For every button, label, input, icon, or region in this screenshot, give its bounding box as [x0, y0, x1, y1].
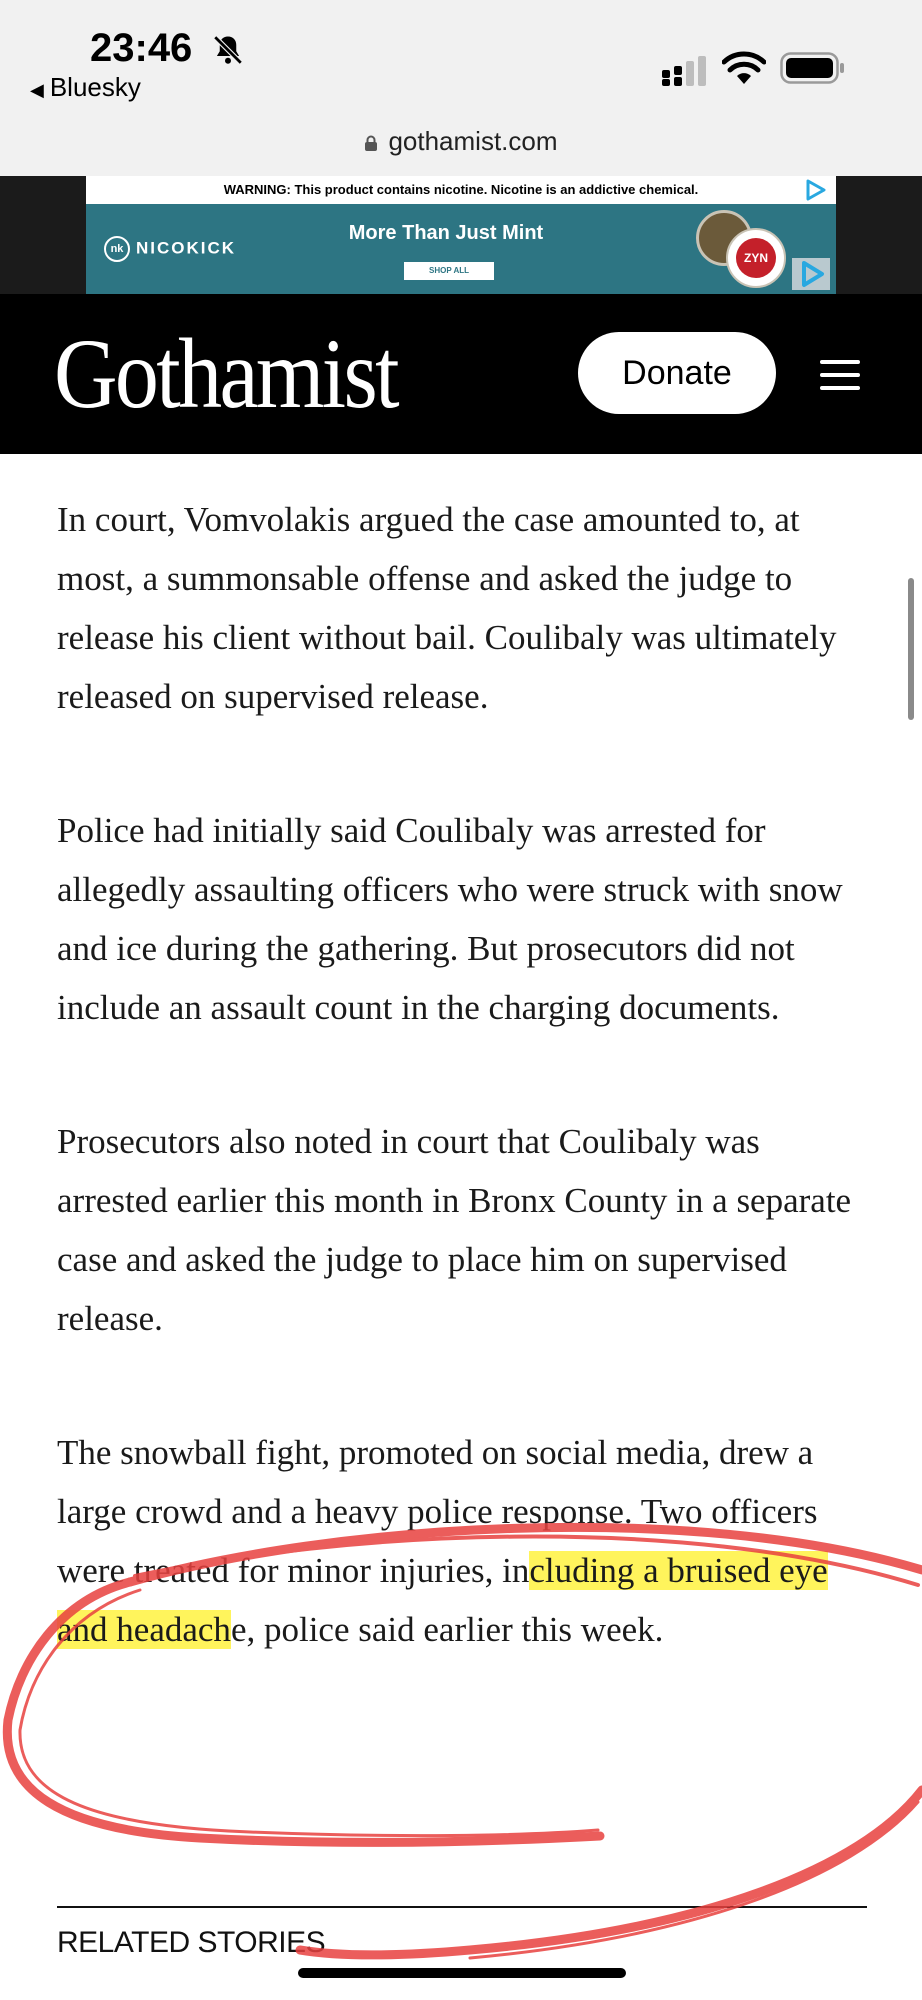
- hamburger-menu-icon[interactable]: [820, 360, 860, 390]
- product-label: ZYN: [736, 238, 776, 278]
- related-stories-heading: RELATED STORIES: [57, 1926, 326, 1959]
- url-text: gothamist.com: [388, 126, 558, 156]
- wifi-icon: [722, 50, 766, 86]
- ad-brand-name: NICOKICK: [136, 238, 237, 258]
- article-paragraph: Police had initially said Coulibaly was arrested for allegedly assaulting officers who were struck with snow and ice during the gathering. But prosecutors did not include an assault count in the charging documents.: [57, 811, 843, 1027]
- bell-slash-icon: [210, 32, 246, 68]
- back-to-app[interactable]: [30, 72, 141, 103]
- site-header: [0, 294, 922, 454]
- battery-icon: [780, 52, 846, 84]
- paragraph-text: e, police said earlier this week.: [230, 1610, 664, 1649]
- article-paragraph-annotated: [57, 1423, 867, 1659]
- article-body: [57, 490, 867, 1734]
- ad-brand-logo: [104, 236, 236, 262]
- ad-info-icon[interactable]: [792, 258, 830, 290]
- home-indicator[interactable]: [298, 1968, 626, 1978]
- highlighted-text: cluding a bruised eye and headach: [57, 1551, 828, 1649]
- page-scrollbar[interactable]: [908, 578, 914, 720]
- back-arrow-icon: ◀: [30, 80, 44, 100]
- back-app-label: Bluesky: [49, 72, 141, 102]
- clock: 23:46: [90, 26, 193, 70]
- article-paragraph: Prosecutors also noted in court that Coulibaly was arrested earlier this month in Bronx County in a separate case and asked the judge to place him on supervised release.: [57, 1122, 852, 1338]
- section-divider: [57, 1906, 867, 1908]
- address-bar[interactable]: [0, 126, 922, 157]
- donate-button[interactable]: Donate: [578, 332, 776, 414]
- ad-warning-text: WARNING: This product contains nicotine. Nicotine is an addictive chemical.: [86, 176, 836, 204]
- ad-banner[interactable]: [86, 176, 836, 294]
- cellular-signal-icon: [660, 56, 710, 86]
- product-can-front: [726, 228, 786, 288]
- ad-brand-badge: nk: [104, 236, 130, 262]
- ad-headline: More Than Just Mint: [348, 222, 544, 244]
- article-paragraph: In court, Vomvolakis argued the case amounted to, at most, a summonsable offense and asked the judge to release his client without bail. Coulibaly was ultimately released on supervised release.: [57, 500, 837, 716]
- status-bar: [0, 0, 922, 176]
- ad-shop-button[interactable]: SHOP ALL: [404, 262, 494, 280]
- site-logo[interactable]: Gothamist: [54, 318, 397, 429]
- adchoices-icon[interactable]: [800, 178, 830, 202]
- lock-icon: [364, 135, 378, 151]
- paragraph-text: The snowball fight, promoted on social media, drew a large crowd and a heavy police response. Two officers were treated for minor injuries, in: [57, 1433, 818, 1590]
